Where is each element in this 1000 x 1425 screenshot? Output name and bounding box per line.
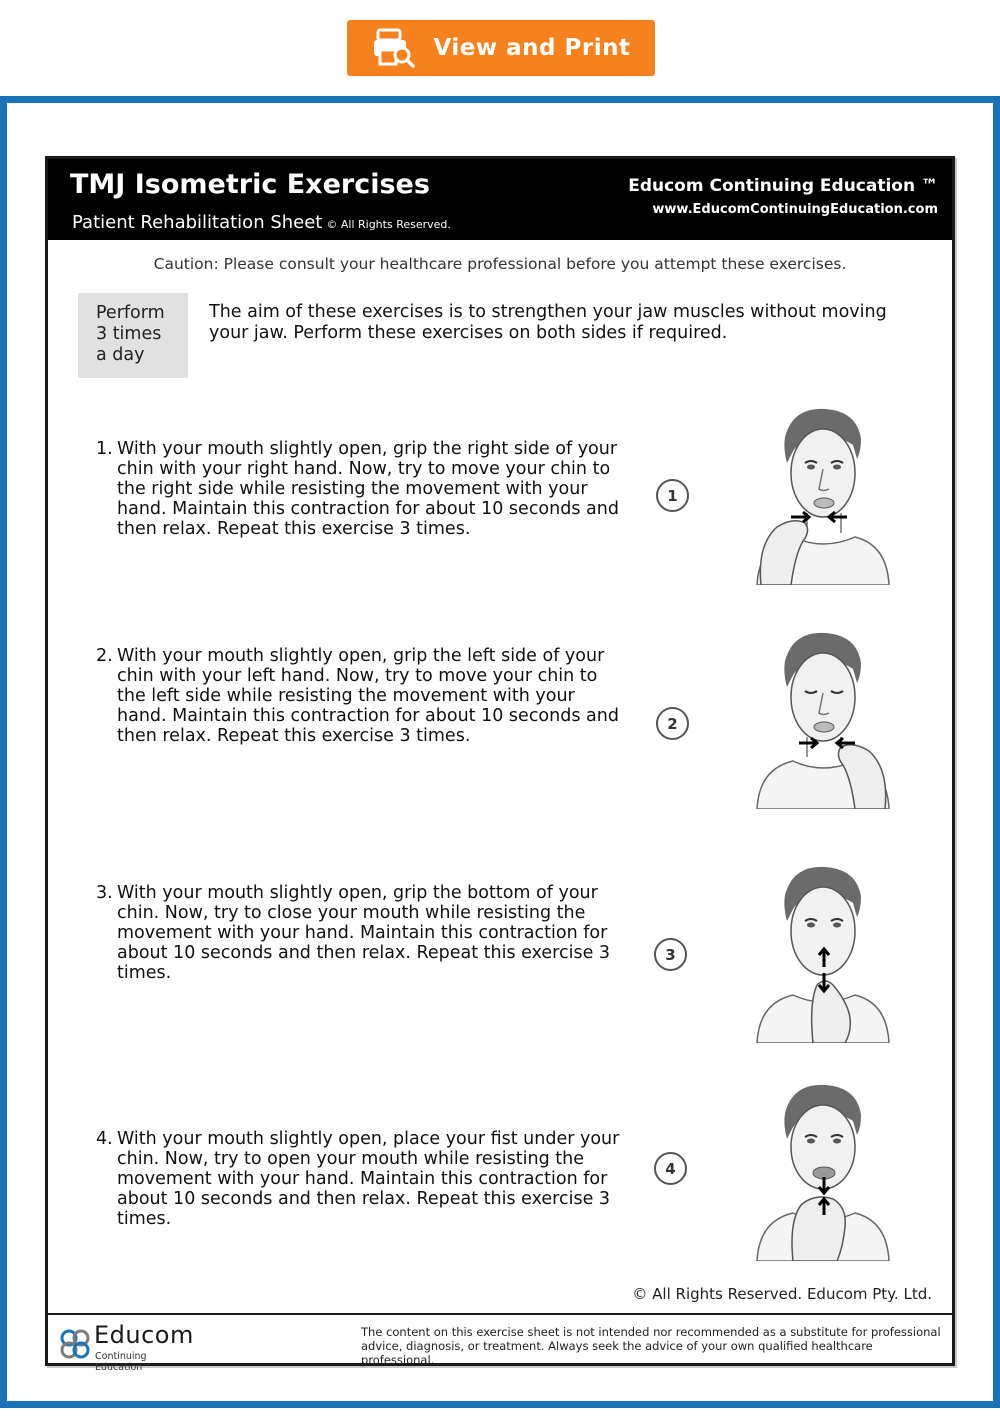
- sheet-header: [48, 159, 952, 240]
- aim-text: The aim of these exercises is to strengthen your jaw muscles without moving your jaw. Perform these exercises on both sides if required.: [209, 302, 887, 343]
- step-number: 1.: [96, 439, 113, 459]
- exercise-illustration-2: [753, 629, 893, 809]
- sheet-title: TMJ Isometric Exercises: [70, 169, 430, 200]
- sheet-subtitle: [72, 212, 451, 233]
- organization-url[interactable]: www.EducomContinuingEducation.com: [652, 202, 938, 217]
- exercise-step-2: [96, 646, 626, 746]
- exercise-step-1: [96, 439, 626, 539]
- step-badge-4: 4: [654, 1152, 687, 1185]
- step-number: 4.: [96, 1129, 113, 1149]
- frequency-line: Perform: [96, 303, 165, 323]
- step-number: 2.: [96, 646, 113, 666]
- exercise-step-4: [96, 1129, 626, 1229]
- footer-copyright: © All Rights Reserved. Educom Pty. Ltd.: [632, 1285, 932, 1303]
- exercise-step-3: [96, 883, 626, 983]
- exercise-illustration-4: [753, 1081, 893, 1261]
- step-text: With your mouth slightly open, grip the left side of your chin with your left hand. Now, try to move your chin to the left side while resisting the movement with your hand. Maintain this contraction for about 10 seconds and then relax. Repeat this exercise 3 times.: [117, 646, 619, 746]
- organization-name: Educom Continuing Education ™: [628, 176, 938, 196]
- logo-tagline: Continuing Education™: [95, 1351, 152, 1373]
- frequency-box: [78, 293, 188, 378]
- step-badge-2: 2: [656, 707, 689, 740]
- subtitle-text: Patient Rehabilitation Sheet: [72, 212, 323, 233]
- view-and-print-label: View and Print: [433, 35, 631, 61]
- footer-disclaimer: The content on this exercise sheet is not intended nor recommended as a substitute for professional advice, diagnosis, or treatment. Always seek the advice of your own qualified healthcare professional.: [361, 1325, 941, 1367]
- frequency-line: 3 times: [96, 324, 162, 344]
- step-number: 3.: [96, 883, 113, 903]
- view-and-print-button[interactable]: [347, 20, 655, 76]
- caution-note: Caution: Please consult your healthcare professional before you attempt these exercises.: [153, 255, 847, 273]
- subtitle-rights: © All Rights Reserved.: [326, 218, 451, 231]
- footer-divider: [48, 1313, 952, 1315]
- exercise-illustration-3: [753, 863, 893, 1043]
- step-badge-3: 3: [654, 938, 687, 971]
- step-badge-1: 1: [656, 479, 689, 512]
- print-preview-icon: [372, 28, 416, 68]
- educom-logo-icon: [58, 1327, 92, 1361]
- logo-word: Educom: [94, 1321, 194, 1349]
- frequency-line: a day: [96, 345, 145, 365]
- exercise-illustration-1: [753, 405, 893, 585]
- step-text: With your mouth slightly open, grip the right side of your chin with your right hand. Now, try to move your chin to the right side while resisting the movement with your hand. Maintain this contraction for about 10 seconds and then relax. Repeat this exercise 3 times.: [117, 439, 619, 539]
- step-text: With your mouth slightly open, grip the bottom of your chin. Now, try to close your mouth while resisting the movement with your hand. Maintain this contraction for about 10 seconds and then relax. Repeat this exercise 3 times.: [117, 883, 611, 983]
- educom-logo: [58, 1321, 198, 1373]
- exercise-sheet: [45, 156, 955, 1373]
- step-text: With your mouth slightly open, place your fist under your chin. Now, try to open your mouth while resisting the movement with your hand. Maintain this contraction for about 10 seconds and then relax. Repeat this exercise 3 times.: [117, 1129, 620, 1229]
